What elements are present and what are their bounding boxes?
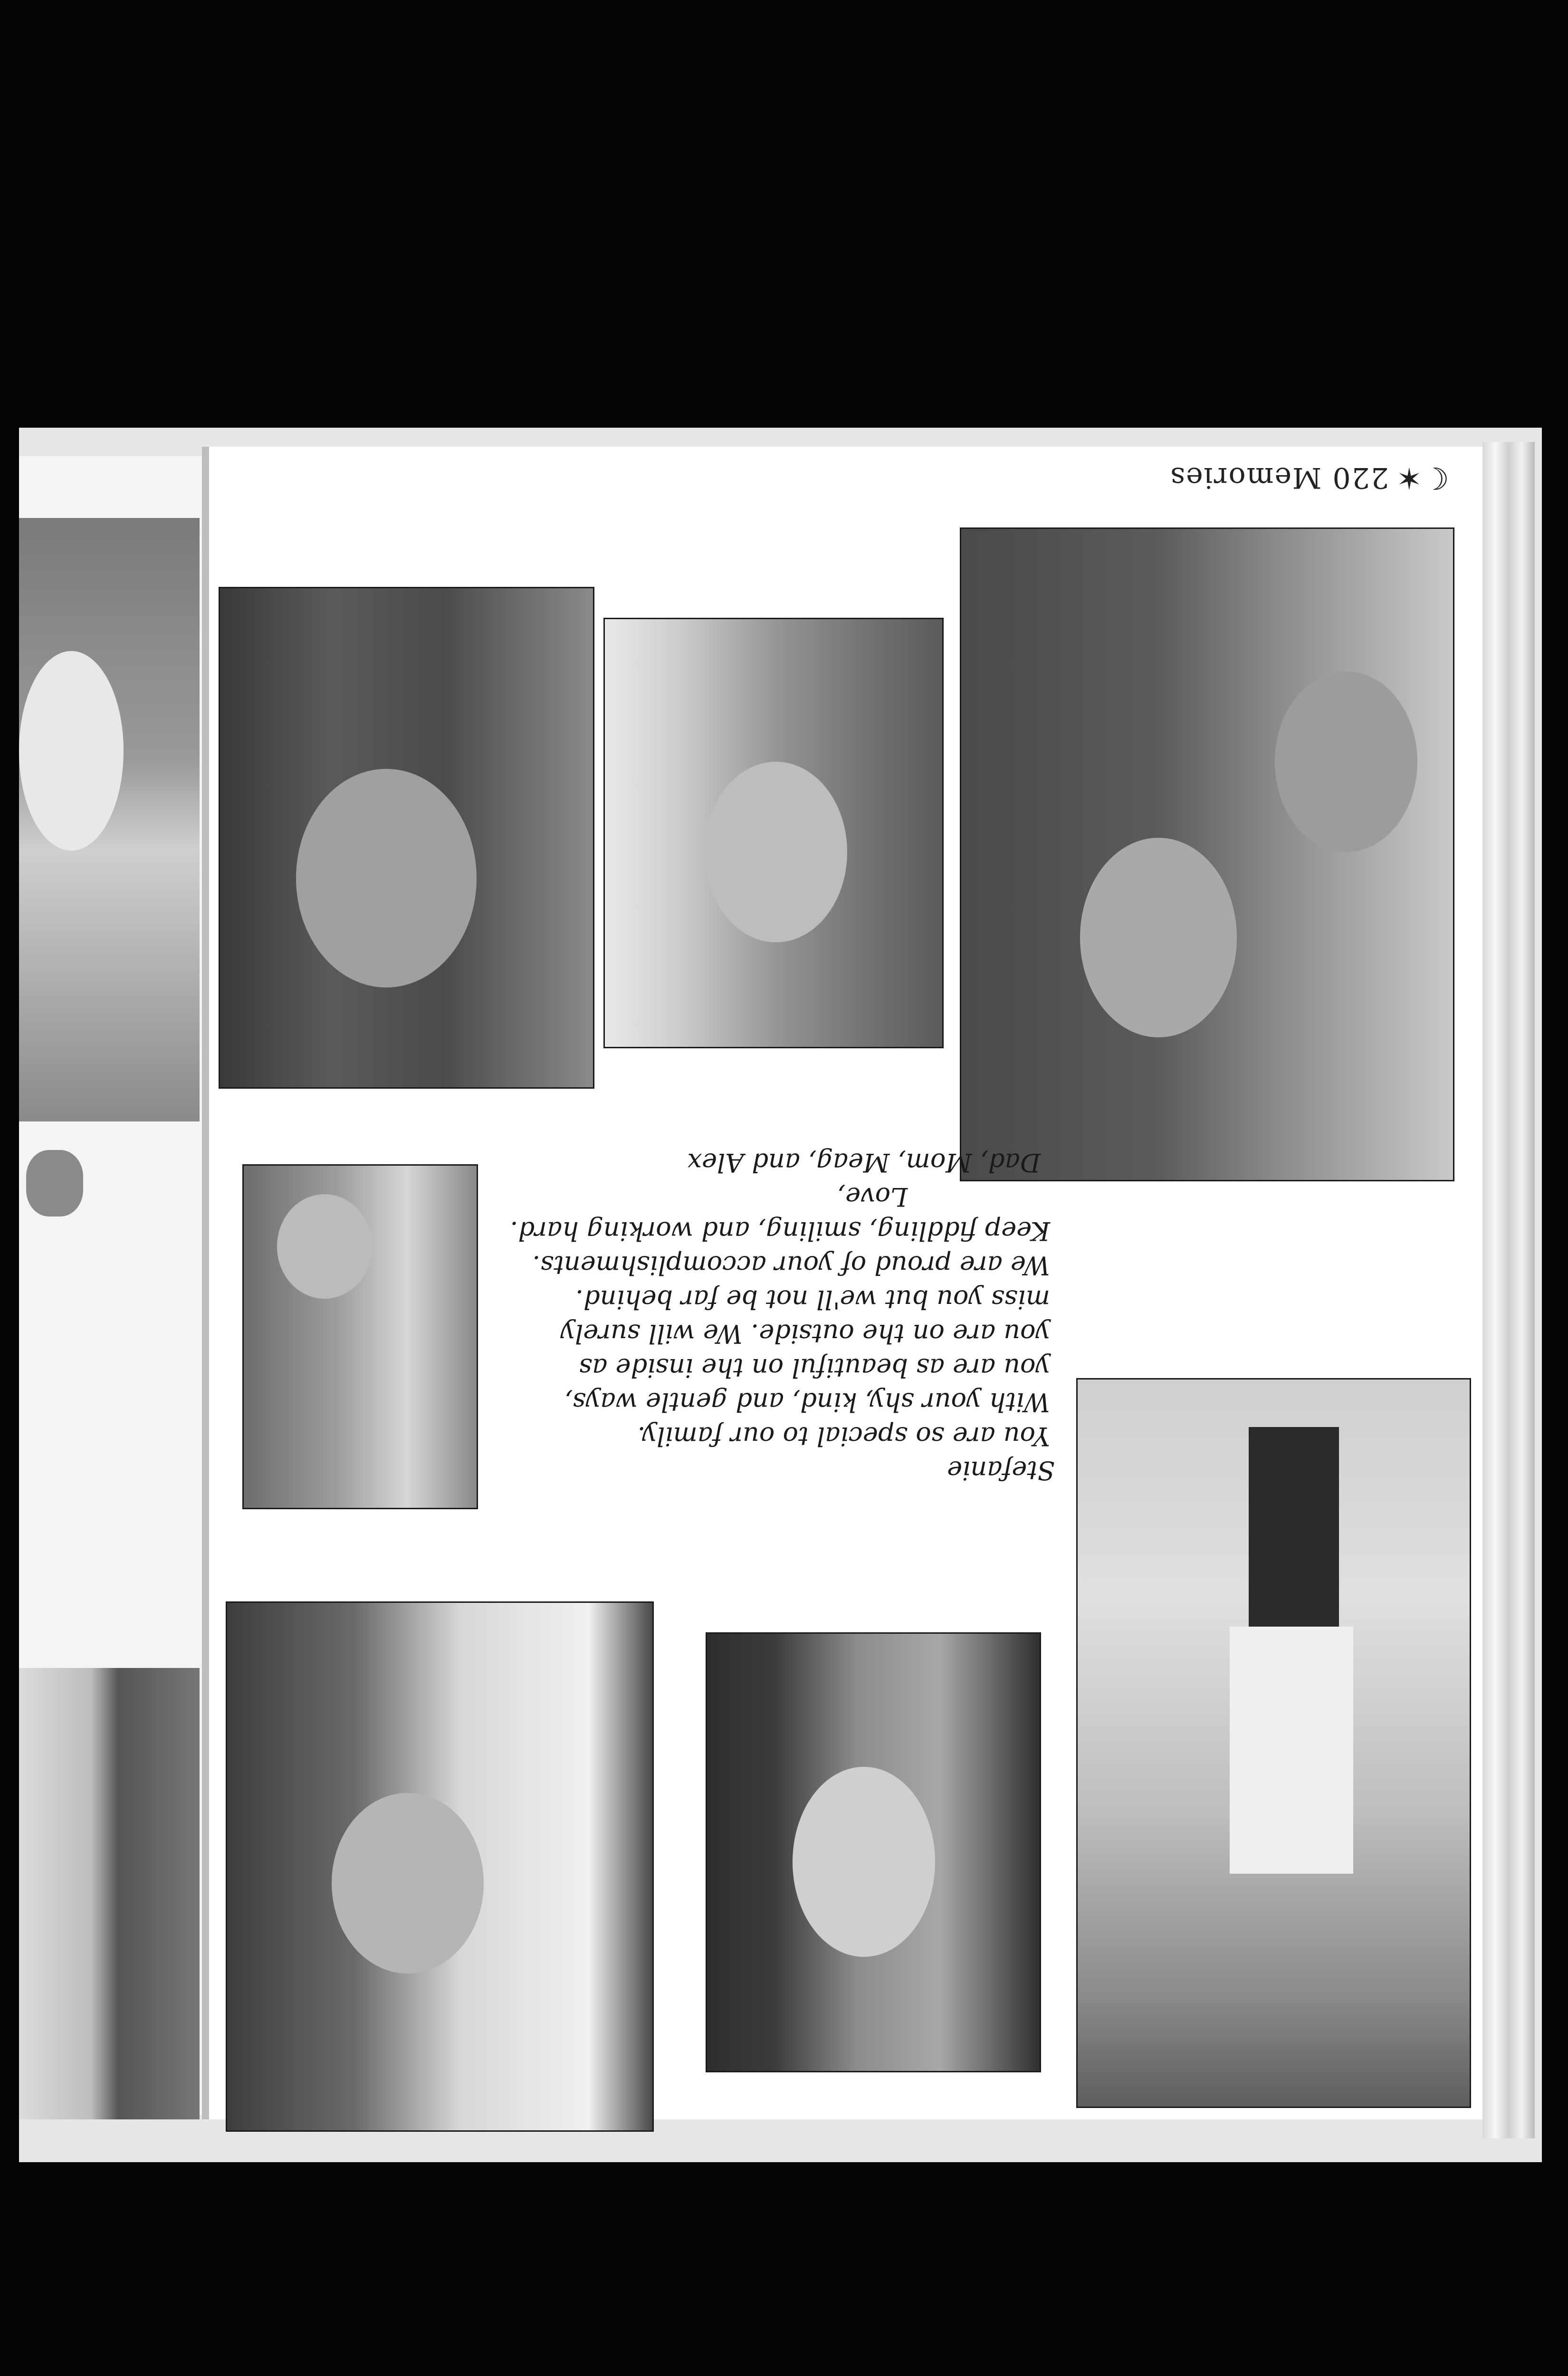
page-shadow: [202, 447, 209, 2119]
dedication-name: Stefanie: [947, 1456, 1055, 1485]
dedication-love: Love,: [837, 1182, 908, 1212]
page-header-text: 220 Memories: [1169, 461, 1389, 494]
photo-boy-portrait: [219, 587, 594, 1089]
teddy-bear-sticker: [26, 1150, 83, 1217]
photo-violinist-girl: [1076, 1378, 1471, 2108]
dedication-signature: Dad, Mom, Meag, and Alex: [687, 1148, 1041, 1178]
dedication-line: you are on the outside. We will surely: [560, 1319, 1050, 1349]
photo-teen-portrait: [706, 1632, 1041, 2072]
left-page-photo-top: [19, 518, 200, 1121]
photo-toddler-bib: [226, 1601, 654, 2132]
dedication-line: you are as beautiful on the inside as: [579, 1353, 1050, 1383]
dedication-line: Keep fiddling, smiling, and working hard.: [510, 1216, 1050, 1246]
left-page-photo-bottom: [19, 1668, 200, 2119]
dedication-line: We are proud of your accomplishments.: [532, 1250, 1050, 1280]
photo-baby-dress: [242, 1164, 478, 1509]
page-header: [1155, 456, 1449, 499]
photo-girl-portrait-hand: [603, 618, 944, 1048]
scan-border-bottom: [0, 2162, 1568, 2376]
page-stack-right: [1482, 442, 1535, 2138]
dedication-line: With your shy, kind, and gentle ways,: [564, 1387, 1050, 1417]
scan-border-top: [0, 0, 1568, 428]
photo-girls-butterfly: [960, 527, 1454, 1181]
crescent-star-icon: ☾✶: [1396, 460, 1449, 495]
dedication-line: You are so special to our family.: [637, 1421, 1050, 1451]
scan-border-left: [0, 0, 19, 2376]
scan-border-right: [1542, 0, 1568, 2376]
dedication-text: [510, 1126, 1055, 1487]
dedication-line: miss you but we'll not be far behind.: [575, 1284, 1050, 1314]
